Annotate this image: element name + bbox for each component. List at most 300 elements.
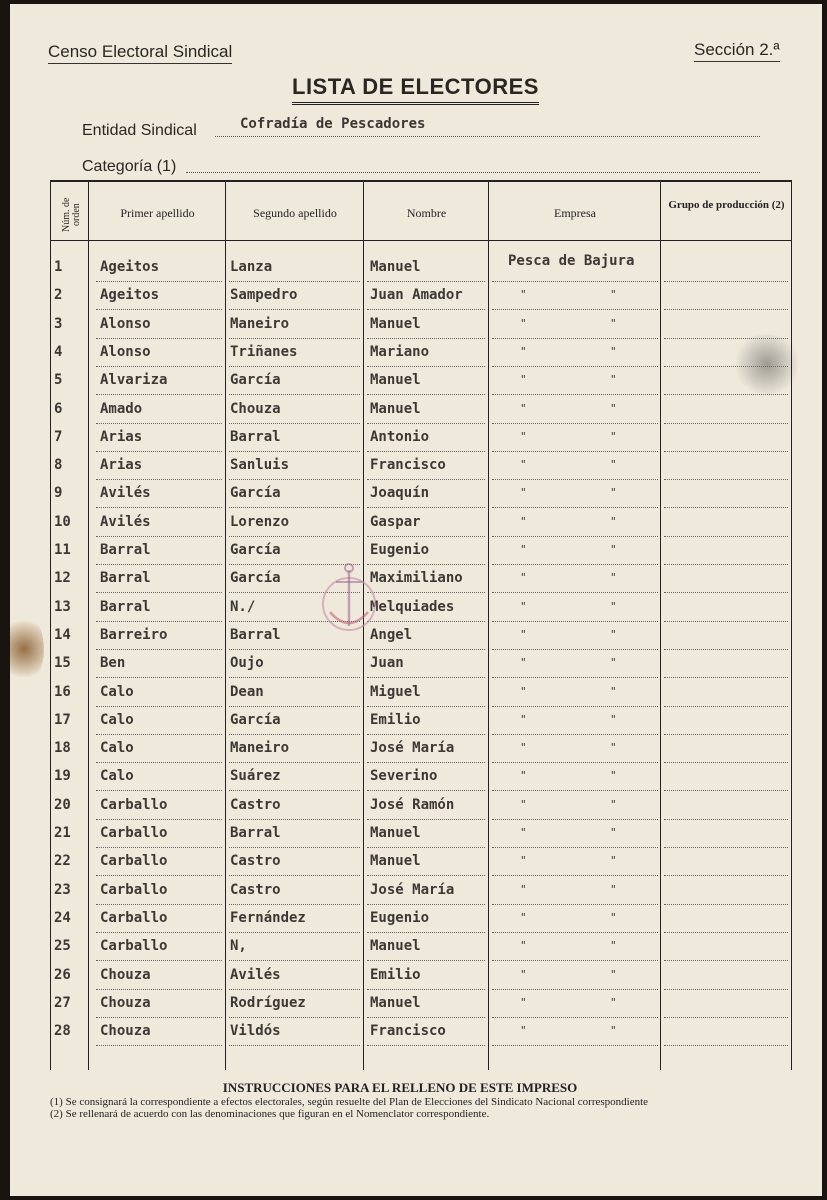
row-rule: [96, 762, 222, 763]
segundo-apellido: García: [230, 542, 281, 558]
entidad-value: Cofradía de Pescadores: [240, 116, 426, 132]
row-number: 15: [54, 655, 71, 672]
primer-apellido: Ageitos: [100, 259, 160, 275]
primer-apellido: Carballo: [100, 938, 168, 955]
row-rule: [664, 706, 788, 707]
header-nombre: Nombre: [406, 206, 447, 220]
row-number: 3: [54, 315, 63, 332]
segundo-apellido: Lanza: [230, 259, 273, 275]
row-rule: [96, 649, 222, 650]
ditto-mark: ": [610, 684, 617, 698]
primer-apellido: Barreiro: [100, 626, 168, 643]
nombre: Eugenio: [370, 909, 430, 926]
primer-apellido: Calo: [100, 683, 134, 700]
nombre: Francisco: [370, 1023, 446, 1040]
nombre: Francisco: [370, 457, 446, 474]
row-number: 11: [54, 542, 71, 558]
row-rule: [664, 847, 788, 848]
row-rule: [229, 762, 360, 763]
row-rule: [664, 338, 788, 339]
row-rule: [664, 281, 788, 282]
row-rule: [367, 819, 485, 820]
segundo-apellido: Maneiro: [230, 315, 290, 332]
primer-apellido: Barral: [100, 570, 151, 587]
ditto-mark: ": [520, 910, 527, 924]
row-rule: [367, 592, 485, 593]
row-rule: [367, 536, 485, 537]
row-rule: [229, 536, 360, 537]
instructions-title: INSTRUCCIONES PARA EL RELLENO DE ESTE IMPRESO: [222, 1080, 578, 1095]
row-rule: [96, 281, 222, 282]
ditto-mark: ": [520, 712, 527, 726]
row-rule: [664, 564, 788, 565]
segundo-apellido: Barral: [230, 428, 281, 445]
segundo-apellido: García: [230, 372, 281, 389]
row-number: 10: [54, 513, 71, 530]
primer-apellido: Barral: [100, 598, 151, 615]
row-rule: [492, 677, 658, 678]
nombre: Juan Amador: [370, 287, 463, 304]
row-rule: [367, 1045, 485, 1046]
row-rule: [492, 706, 658, 707]
row-rule: [367, 451, 485, 452]
entidad-line: [215, 136, 760, 137]
row-rule: [492, 621, 658, 622]
row-number: 20: [54, 796, 71, 813]
row-rule: [229, 875, 360, 876]
table-row: [50, 765, 792, 793]
row-rule: [492, 507, 658, 508]
row-rule: [96, 309, 222, 310]
ditto-mark: ": [610, 627, 617, 641]
row-rule: [367, 479, 485, 480]
row-rule: [229, 677, 360, 678]
row-rule: [367, 564, 485, 565]
segundo-apellido: García: [230, 570, 281, 587]
row-rule: [229, 451, 360, 452]
ditto-mark: ": [610, 429, 617, 443]
row-rule: [96, 960, 222, 961]
row-rule: [229, 734, 360, 735]
row-rule: [367, 847, 485, 848]
row-number: 14: [54, 626, 71, 643]
segundo-apellido: Castro: [230, 853, 281, 870]
primer-apellido: Avilés: [100, 485, 151, 502]
row-rule: [367, 904, 485, 905]
row-rule: [664, 479, 788, 480]
row-number: 28: [54, 1023, 71, 1040]
row-rule: [664, 960, 788, 961]
row-rule: [664, 875, 788, 876]
ditto-mark: ": [610, 344, 617, 358]
row-rule: [664, 621, 788, 622]
row-rule: [492, 762, 658, 763]
row-rule: [664, 536, 788, 537]
ditto-mark: ": [610, 797, 617, 811]
row-rule: [229, 394, 360, 395]
row-number: 19: [54, 768, 71, 785]
nombre: Severino: [370, 768, 438, 785]
row-rule: [96, 677, 222, 678]
primer-apellido: Calo: [100, 711, 134, 728]
ditto-mark: ": [520, 486, 527, 500]
row-rule: [492, 649, 658, 650]
table-row: [50, 539, 792, 567]
row-rule: [664, 904, 788, 905]
row-rule: [96, 875, 222, 876]
segundo-apellido: Castro: [230, 881, 281, 898]
segundo-apellido: Sampedro: [230, 287, 298, 304]
row-rule: [664, 1017, 788, 1018]
primer-apellido: Avilés: [100, 513, 151, 530]
segundo-apellido: Fernández: [230, 909, 306, 926]
nombre: Joaquín: [370, 485, 430, 502]
instruction-1: (1) Se consignará la correspondiente a efectos electorales, según resuelte del Plan de Elecciones del Sindicato Nacional correspondiente: [50, 1096, 649, 1108]
row-rule: [492, 394, 658, 395]
header-primer-apellido: Primer apellido: [120, 206, 195, 220]
row-rule: [367, 875, 485, 876]
row-rule: [492, 904, 658, 905]
table-row: [50, 369, 792, 397]
table-row: [50, 992, 792, 1020]
table-row: [50, 454, 792, 482]
ditto-mark: ": [520, 769, 527, 783]
row-rule: [492, 1045, 658, 1046]
table-row: [50, 681, 792, 709]
row-rule: [229, 819, 360, 820]
categoria-label: Categoría (1): [82, 158, 177, 175]
row-rule: [229, 1045, 360, 1046]
primer-apellido: Alvariza: [100, 372, 168, 389]
row-rule: [229, 989, 360, 990]
row-rule: [664, 932, 788, 933]
table-row: [50, 511, 792, 539]
ditto-mark: ": [610, 826, 617, 839]
header-segundo-apellido: Segundo apellido: [253, 206, 337, 220]
row-number: 25: [54, 938, 71, 955]
entidad-label: Entidad Sindical: [82, 122, 197, 139]
table-row: [50, 737, 792, 765]
ditto-mark: ": [520, 939, 527, 953]
row-rule: [96, 479, 222, 480]
row-rule: [96, 1017, 222, 1018]
row-number: 18: [54, 740, 71, 757]
nombre: Emilio: [370, 711, 421, 728]
row-rule: [367, 507, 485, 508]
ditto-mark: ": [520, 514, 527, 528]
ditto-mark: ": [520, 599, 527, 613]
categoria-line: [186, 172, 760, 173]
segundo-apellido: Lorenzo: [230, 513, 290, 530]
primer-apellido: Carballo: [100, 796, 168, 813]
table-row: [50, 709, 792, 737]
primer-apellido: Chouza: [100, 1023, 151, 1040]
row-rule: [367, 932, 485, 933]
row-rule: [96, 564, 222, 565]
ditto-mark: ": [520, 627, 527, 641]
table-row: [50, 850, 792, 878]
nombre: Manuel: [370, 400, 421, 417]
segundo-apellido: Dean: [230, 683, 264, 700]
segundo-apellido: Avilés: [230, 966, 281, 983]
row-rule: [367, 762, 485, 763]
nombre: Antonio: [370, 428, 430, 445]
row-rule: [229, 479, 360, 480]
segundo-apellido: Rodríguez: [230, 994, 306, 1011]
primer-apellido: Barral: [100, 542, 151, 558]
row-rule: [664, 989, 788, 990]
segundo-apellido: N,: [230, 938, 247, 955]
ditto-mark: ": [520, 1024, 527, 1038]
row-rule: [492, 564, 658, 565]
row-rule: [229, 706, 360, 707]
row-rule: [229, 1017, 360, 1018]
primer-apellido: Arias: [100, 428, 143, 445]
primer-apellido: Alonso: [100, 315, 151, 332]
nombre: José Ramón: [370, 796, 455, 813]
segundo-apellido: García: [230, 485, 281, 502]
row-rule: [96, 989, 222, 990]
row-rule: [229, 960, 360, 961]
ink-stain: [10, 614, 44, 684]
row-rule: [367, 677, 485, 678]
row-number: 1: [54, 259, 63, 275]
row-rule: [664, 1045, 788, 1046]
ditto-mark: ": [610, 769, 617, 783]
row-rule: [664, 762, 788, 763]
row-rule: [664, 592, 788, 593]
row-rule: [367, 338, 485, 339]
row-rule: [229, 790, 360, 791]
table-row: [50, 964, 792, 992]
primer-apellido: Amado: [100, 400, 143, 417]
row-rule: [229, 932, 360, 933]
row-rule: [229, 366, 360, 367]
row-rule: [367, 790, 485, 791]
ditto-mark: ": [610, 599, 617, 613]
row-number: 12: [54, 570, 71, 587]
nombre: Emilio: [370, 966, 421, 983]
row-number: 21: [54, 825, 71, 841]
row-rule: [229, 507, 360, 508]
row-number: 8: [54, 457, 63, 474]
primer-apellido: Chouza: [100, 994, 151, 1011]
row-rule: [367, 989, 485, 990]
ditto-mark: ": [610, 514, 617, 528]
nombre: Maximiliano: [370, 570, 463, 587]
row-rule: [492, 875, 658, 876]
table-row: [50, 284, 792, 312]
segundo-apellido: Castro: [230, 796, 281, 813]
ditto-mark: ": [520, 288, 527, 302]
table-row: [50, 426, 792, 454]
segundo-apellido: Oujo: [230, 655, 264, 672]
row-rule: [664, 394, 788, 395]
header-num: Núm. de orden: [61, 197, 82, 233]
row-rule: [492, 423, 658, 424]
segundo-apellido: Triñanes: [230, 343, 298, 360]
row-number: 24: [54, 909, 71, 926]
row-rule: [96, 394, 222, 395]
table-row: [50, 341, 792, 369]
segundo-apellido: Suárez: [230, 768, 281, 785]
row-rule: [96, 1045, 222, 1046]
row-rule: [367, 734, 485, 735]
row-rule: [492, 1017, 658, 1018]
table-row: [50, 313, 792, 341]
row-rule: [96, 338, 222, 339]
header-divider: [50, 240, 792, 241]
ditto-mark: ": [610, 712, 617, 726]
row-rule: [367, 621, 485, 622]
row-number: 26: [54, 966, 71, 983]
ditto-mark: ": [610, 995, 617, 1009]
row-rule: [367, 281, 485, 282]
table-row: [50, 253, 792, 284]
table-row: [50, 398, 792, 426]
ditto-mark: ": [610, 571, 617, 585]
primer-apellido: Arias: [100, 457, 143, 474]
ditto-mark: ": [610, 288, 617, 302]
row-rule: [492, 536, 658, 537]
row-rule: [96, 507, 222, 508]
ditto-mark: ": [520, 543, 527, 556]
ditto-mark: ": [520, 854, 527, 868]
ditto-mark: ": [520, 656, 527, 670]
row-rule: [664, 309, 788, 310]
primer-apellido: Ageitos: [100, 287, 160, 304]
ditto-mark: ": [520, 458, 527, 472]
table-row: [50, 879, 792, 907]
nombre: Angel: [370, 626, 413, 643]
nombre: Manuel: [370, 372, 421, 389]
nombre: Miguel: [370, 683, 421, 700]
row-rule: [96, 904, 222, 905]
row-rule: [367, 309, 485, 310]
row-number: 27: [54, 994, 71, 1011]
table-row: [50, 624, 792, 652]
segundo-apellido: García: [230, 711, 281, 728]
ditto-mark: ": [520, 882, 527, 896]
nombre: Mariano: [370, 343, 430, 360]
row-number: 22: [54, 853, 71, 870]
row-number: 2: [54, 287, 63, 304]
ditto-mark: ": [610, 316, 617, 330]
row-rule: [492, 819, 658, 820]
nombre: Manuel: [370, 259, 421, 275]
ditto-mark: ": [520, 316, 527, 330]
ditto-mark: ": [610, 854, 617, 868]
row-number: 13: [54, 598, 71, 615]
row-rule: [96, 621, 222, 622]
row-number: 16: [54, 683, 71, 700]
nombre: Manuel: [370, 994, 421, 1011]
row-rule: [492, 338, 658, 339]
row-rule: [367, 649, 485, 650]
nombre: Manuel: [370, 938, 421, 955]
row-rule: [664, 734, 788, 735]
row-rule: [664, 790, 788, 791]
row-rule: [492, 734, 658, 735]
ditto-mark: ": [610, 1024, 617, 1038]
ditto-mark: ": [520, 995, 527, 1009]
form-header-label: Censo Electoral Sindical: [48, 42, 232, 64]
ditto-mark: ": [520, 741, 527, 755]
ditto-mark: ": [610, 373, 617, 387]
row-rule: [492, 592, 658, 593]
ditto-mark: ": [610, 910, 617, 924]
segundo-apellido: Chouza: [230, 400, 281, 417]
document-title: LISTA DE ELECTORES: [292, 74, 539, 105]
row-rule: [367, 960, 485, 961]
row-rule: [96, 847, 222, 848]
segundo-apellido: Barral: [230, 825, 281, 841]
row-rule: [492, 932, 658, 933]
row-rule: [492, 479, 658, 480]
table-row: [50, 935, 792, 963]
nombre: José María: [370, 881, 455, 898]
nombre: Manuel: [370, 825, 421, 841]
nombre: Juan: [370, 655, 404, 672]
primer-apellido: Calo: [100, 768, 134, 785]
segundo-apellido: N./: [230, 598, 256, 615]
row-rule: [96, 932, 222, 933]
primer-apellido: Carballo: [100, 853, 168, 870]
row-rule: [96, 592, 222, 593]
nombre: Manuel: [370, 853, 421, 870]
table-row: [50, 907, 792, 935]
ditto-mark: ": [520, 797, 527, 811]
row-rule: [492, 281, 658, 282]
row-rule: [96, 366, 222, 367]
primer-apellido: Carballo: [100, 909, 168, 926]
row-rule: [229, 423, 360, 424]
row-number: 5: [54, 372, 63, 389]
segundo-apellido: Maneiro: [230, 740, 290, 757]
ditto-mark: ": [520, 344, 527, 358]
nombre: José María: [370, 740, 455, 757]
row-rule: [229, 309, 360, 310]
primer-apellido: Ben: [100, 655, 126, 672]
table-row: [50, 794, 792, 822]
row-rule: [96, 734, 222, 735]
row-rule: [96, 790, 222, 791]
table-row: [50, 822, 792, 850]
row-rule: [96, 423, 222, 424]
ditto-mark: ": [610, 458, 617, 472]
segundo-apellido: Vildós: [230, 1023, 281, 1040]
segundo-apellido: Sanluis: [230, 457, 290, 474]
row-rule: [664, 649, 788, 650]
table-row: [50, 1020, 792, 1048]
row-rule: [367, 1017, 485, 1018]
nombre: Eugenio: [370, 542, 430, 558]
anchor-watermark: [318, 560, 380, 640]
row-rule: [492, 309, 658, 310]
ditto-mark: ": [520, 826, 527, 839]
row-rule: [664, 423, 788, 424]
row-rule: [492, 451, 658, 452]
primer-apellido: Chouza: [100, 966, 151, 983]
ditto-mark: ": [610, 741, 617, 755]
row-rule: [492, 960, 658, 961]
segundo-apellido: Barral: [230, 626, 281, 643]
row-rule: [96, 706, 222, 707]
ditto-mark: ": [610, 656, 617, 670]
ditto-mark: ": [520, 684, 527, 698]
row-rule: [96, 819, 222, 820]
row-rule: [492, 847, 658, 848]
